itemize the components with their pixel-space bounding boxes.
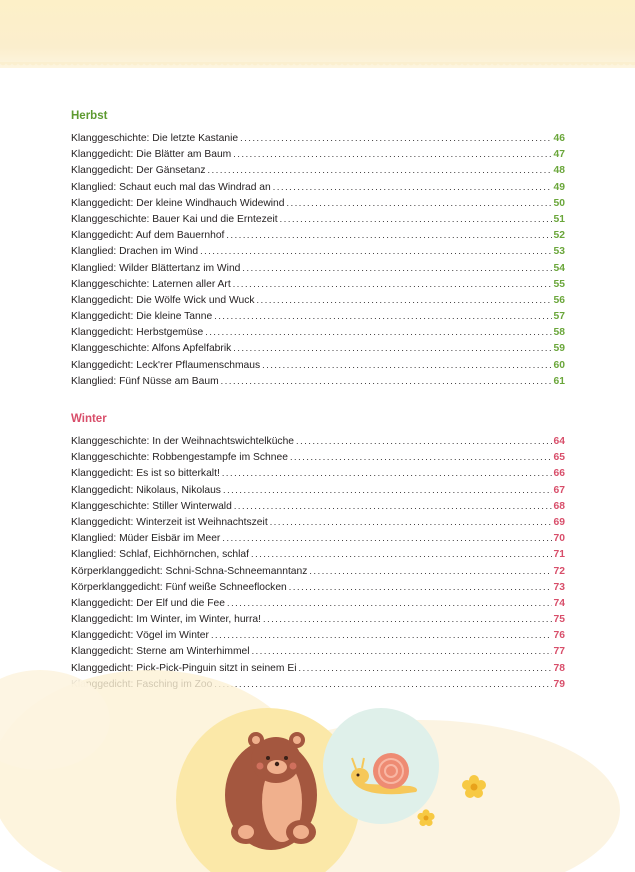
toc-entry[interactable] [71, 130, 565, 146]
toc-entry-title: Klanggedicht: Pick-Pick-Pinguin sitzt in seinem Ei [71, 662, 297, 674]
toc-leader-dots [252, 643, 552, 659]
toc-leader-dots [280, 211, 552, 227]
toc-entry-page: 79 [553, 678, 565, 690]
toc-leader-dots [233, 276, 552, 292]
toc-leader-dots [214, 308, 551, 324]
toc-entry[interactable] [71, 179, 565, 195]
toc-leader-dots [211, 627, 552, 643]
toc-entry-page: 67 [553, 484, 565, 496]
toc-entry[interactable] [71, 243, 565, 259]
toc-entry-page: 48 [553, 165, 565, 177]
toc-entry-title: Klanggeschichte: Alfons Apfelfabrik [71, 343, 232, 355]
toc-entry-title: Klanggedicht: Der kleine Windhauch Widewind [71, 197, 285, 209]
toc-leader-dots [222, 465, 552, 481]
toc-entry-title: Klanggedicht: Sterne am Winterhimmel [71, 646, 250, 658]
toc-list-herbst [71, 130, 565, 389]
toc-entry-title: Klanglied: Müder Eisbär im Meer [71, 533, 221, 545]
toc-entry[interactable] [71, 324, 565, 340]
toc-entry-page: 75 [553, 614, 565, 626]
toc-leader-dots [290, 449, 552, 465]
toc-entry-title: Klanggedicht: Die Wölfe Wick und Wuck [71, 294, 255, 306]
toc-entry-title: Klanggeschichte: Laternen aller Art [71, 278, 231, 290]
toc-entry[interactable] [71, 449, 565, 465]
toc-entry[interactable] [71, 195, 565, 211]
toc-entry-title: Klanglied: Fünf Nüsse am Baum [71, 375, 219, 387]
toc-entry[interactable] [71, 227, 565, 243]
toc-entry-title: Klanglied: Drachen im Wind [71, 246, 199, 258]
toc-entry-page: 68 [553, 500, 565, 512]
toc-entry-page: 58 [553, 327, 565, 339]
toc-entry-title: Klanggedicht: Herbstgemüse [71, 327, 204, 339]
toc-entry-page: 55 [553, 278, 565, 290]
toc-entry-page: 59 [553, 343, 565, 355]
toc-entry-title: Klanggedicht: Winterzeit ist Weihnachtszeit [71, 516, 268, 528]
toc-entry[interactable] [71, 340, 565, 356]
toc-leader-dots [251, 546, 552, 562]
toc-entry-page: 53 [553, 246, 565, 258]
toc-entry-page: 73 [553, 581, 565, 593]
toc-leader-dots [270, 514, 552, 530]
toc-entry-page: 66 [553, 468, 565, 480]
toc-entry-title: Körperklanggedicht: Schni-Schna-Schneemanntanz [71, 565, 308, 577]
toc-leader-dots [233, 340, 551, 356]
section-winter [71, 411, 565, 692]
toc-leader-dots [263, 611, 552, 627]
toc-entry-title: Klanggedicht: Leck'rer Pflaumenschmaus [71, 359, 261, 371]
toc-entry-page: 70 [553, 533, 565, 545]
header-band [0, 0, 635, 68]
toc-entry-page: 47 [553, 149, 565, 161]
toc-entry[interactable] [71, 433, 565, 449]
toc-leader-dots [289, 579, 552, 595]
toc-entry-title: Klanggedicht: Der Gänsetanz [71, 165, 206, 177]
toc-entry[interactable] [71, 498, 565, 514]
section-title-winter: Winter [71, 413, 107, 425]
toc-entry-title: Klanggeschichte: Stiller Winterwald [71, 500, 232, 512]
toc-entry-title: Klanggedicht: Im Winter, im Winter, hurra! [71, 614, 261, 626]
toc-entry[interactable] [71, 260, 565, 276]
toc-entry[interactable] [71, 482, 565, 498]
toc-entry[interactable] [71, 530, 565, 546]
toc-entry[interactable] [71, 357, 565, 373]
toc-leader-dots [221, 373, 552, 389]
toc-entry[interactable] [71, 276, 565, 292]
toc-entry-title: Klanggeschichte: In der Weihnachtswichtelküche [71, 436, 295, 447]
toc-entry[interactable] [71, 465, 565, 481]
toc-entry-page: 52 [553, 230, 565, 242]
toc-list-winter [71, 433, 565, 692]
toc-entry-page: 65 [553, 452, 565, 464]
toc-entry[interactable] [71, 595, 565, 611]
toc-leader-dots [242, 260, 551, 276]
toc-leader-dots [240, 130, 551, 146]
toc-leader-dots [205, 324, 551, 340]
toc-entry[interactable] [71, 643, 565, 659]
toc-entry[interactable] [71, 546, 565, 562]
toc-entry-page: 50 [553, 197, 565, 209]
toc-leader-dots [200, 243, 551, 259]
toc-entry-page: 61 [553, 375, 565, 387]
toc-entry[interactable] [71, 146, 565, 162]
toc-entry[interactable] [71, 563, 565, 579]
toc-entry[interactable] [71, 308, 565, 324]
toc-entry-page: 56 [553, 294, 565, 306]
toc-leader-dots [257, 292, 552, 308]
toc-entry[interactable] [71, 579, 565, 595]
toc-entry-title: Klanglied: Wilder Blättertanz im Wind [71, 262, 241, 274]
toc-entry-page: 69 [553, 516, 565, 528]
toc-entry-title: Klanggedicht: Die kleine Tanne [71, 311, 213, 323]
toc-entry-title: Klanglied: Schaut euch mal das Windrad an [71, 181, 271, 193]
section-herbst [71, 108, 565, 389]
toc-entry[interactable] [71, 292, 565, 308]
toc-entry-title: Klanggedicht: Nikolaus, Nikolaus [71, 484, 221, 496]
toc-entry[interactable] [71, 162, 565, 178]
toc-entry-title: Klanggeschichte: Bauer Kai und die Erntezeit [71, 213, 278, 225]
toc-entry-title: Klanggeschichte: Robbengestampfe im Schnee [71, 452, 288, 464]
toc-leader-dots [287, 195, 552, 211]
toc-entry-page: 49 [553, 181, 565, 193]
table-of-contents [71, 108, 565, 692]
toc-entry-title: Körperklanggedicht: Fünf weiße Schneeflocken [71, 581, 287, 593]
toc-entry-page: 46 [553, 133, 565, 144]
toc-entry-page: 57 [553, 311, 565, 323]
toc-entry[interactable] [71, 373, 565, 389]
toc-leader-dots [226, 227, 551, 243]
toc-entry-title: Klanggedicht: Der Elf und die Fee [71, 597, 225, 609]
toc-entry-page: 74 [553, 597, 565, 609]
toc-leader-dots [208, 162, 552, 178]
toc-entry-title: Klanggeschichte: Die letzte Kastanie [71, 133, 239, 144]
header-band-edge [0, 62, 635, 70]
toc-entry-title: Klanggedicht: Es ist so bitterkalt! [71, 468, 220, 480]
toc-leader-dots [222, 530, 551, 546]
toc-entry[interactable] [71, 211, 565, 227]
toc-entry-page: 76 [553, 630, 565, 642]
toc-entry[interactable] [71, 611, 565, 627]
toc-entry-page: 64 [553, 436, 565, 447]
toc-leader-dots [233, 146, 551, 162]
toc-entry-page: 54 [553, 262, 565, 274]
toc-leader-dots [223, 482, 552, 498]
toc-leader-dots [296, 433, 551, 449]
toc-entry-page: 77 [553, 646, 565, 658]
toc-entry-title: Klanglied: Schlaf, Eichhörnchen, schlaf [71, 549, 250, 561]
toc-entry-page: 51 [553, 213, 565, 225]
toc-leader-dots [309, 563, 551, 579]
toc-leader-dots [227, 595, 552, 611]
toc-entry-title: Klanggedicht: Auf dem Bauernhof [71, 230, 225, 242]
toc-entry-title: Klanggedicht: Die Blätter am Baum [71, 149, 232, 161]
toc-entry[interactable] [71, 627, 565, 643]
toc-entry-page: 72 [553, 565, 565, 577]
toc-leader-dots [234, 498, 552, 514]
section-title-herbst: Herbst [71, 110, 108, 122]
toc-entry-page: 60 [553, 359, 565, 371]
toc-leader-dots [262, 357, 551, 373]
toc-entry-page: 78 [553, 662, 565, 674]
toc-entry[interactable] [71, 514, 565, 530]
toc-leader-dots [273, 179, 552, 195]
illustration-area [0, 660, 635, 872]
toc-entry-page: 71 [553, 549, 565, 561]
toc-entry-title: Klanggedicht: Vögel im Winter [71, 630, 209, 642]
